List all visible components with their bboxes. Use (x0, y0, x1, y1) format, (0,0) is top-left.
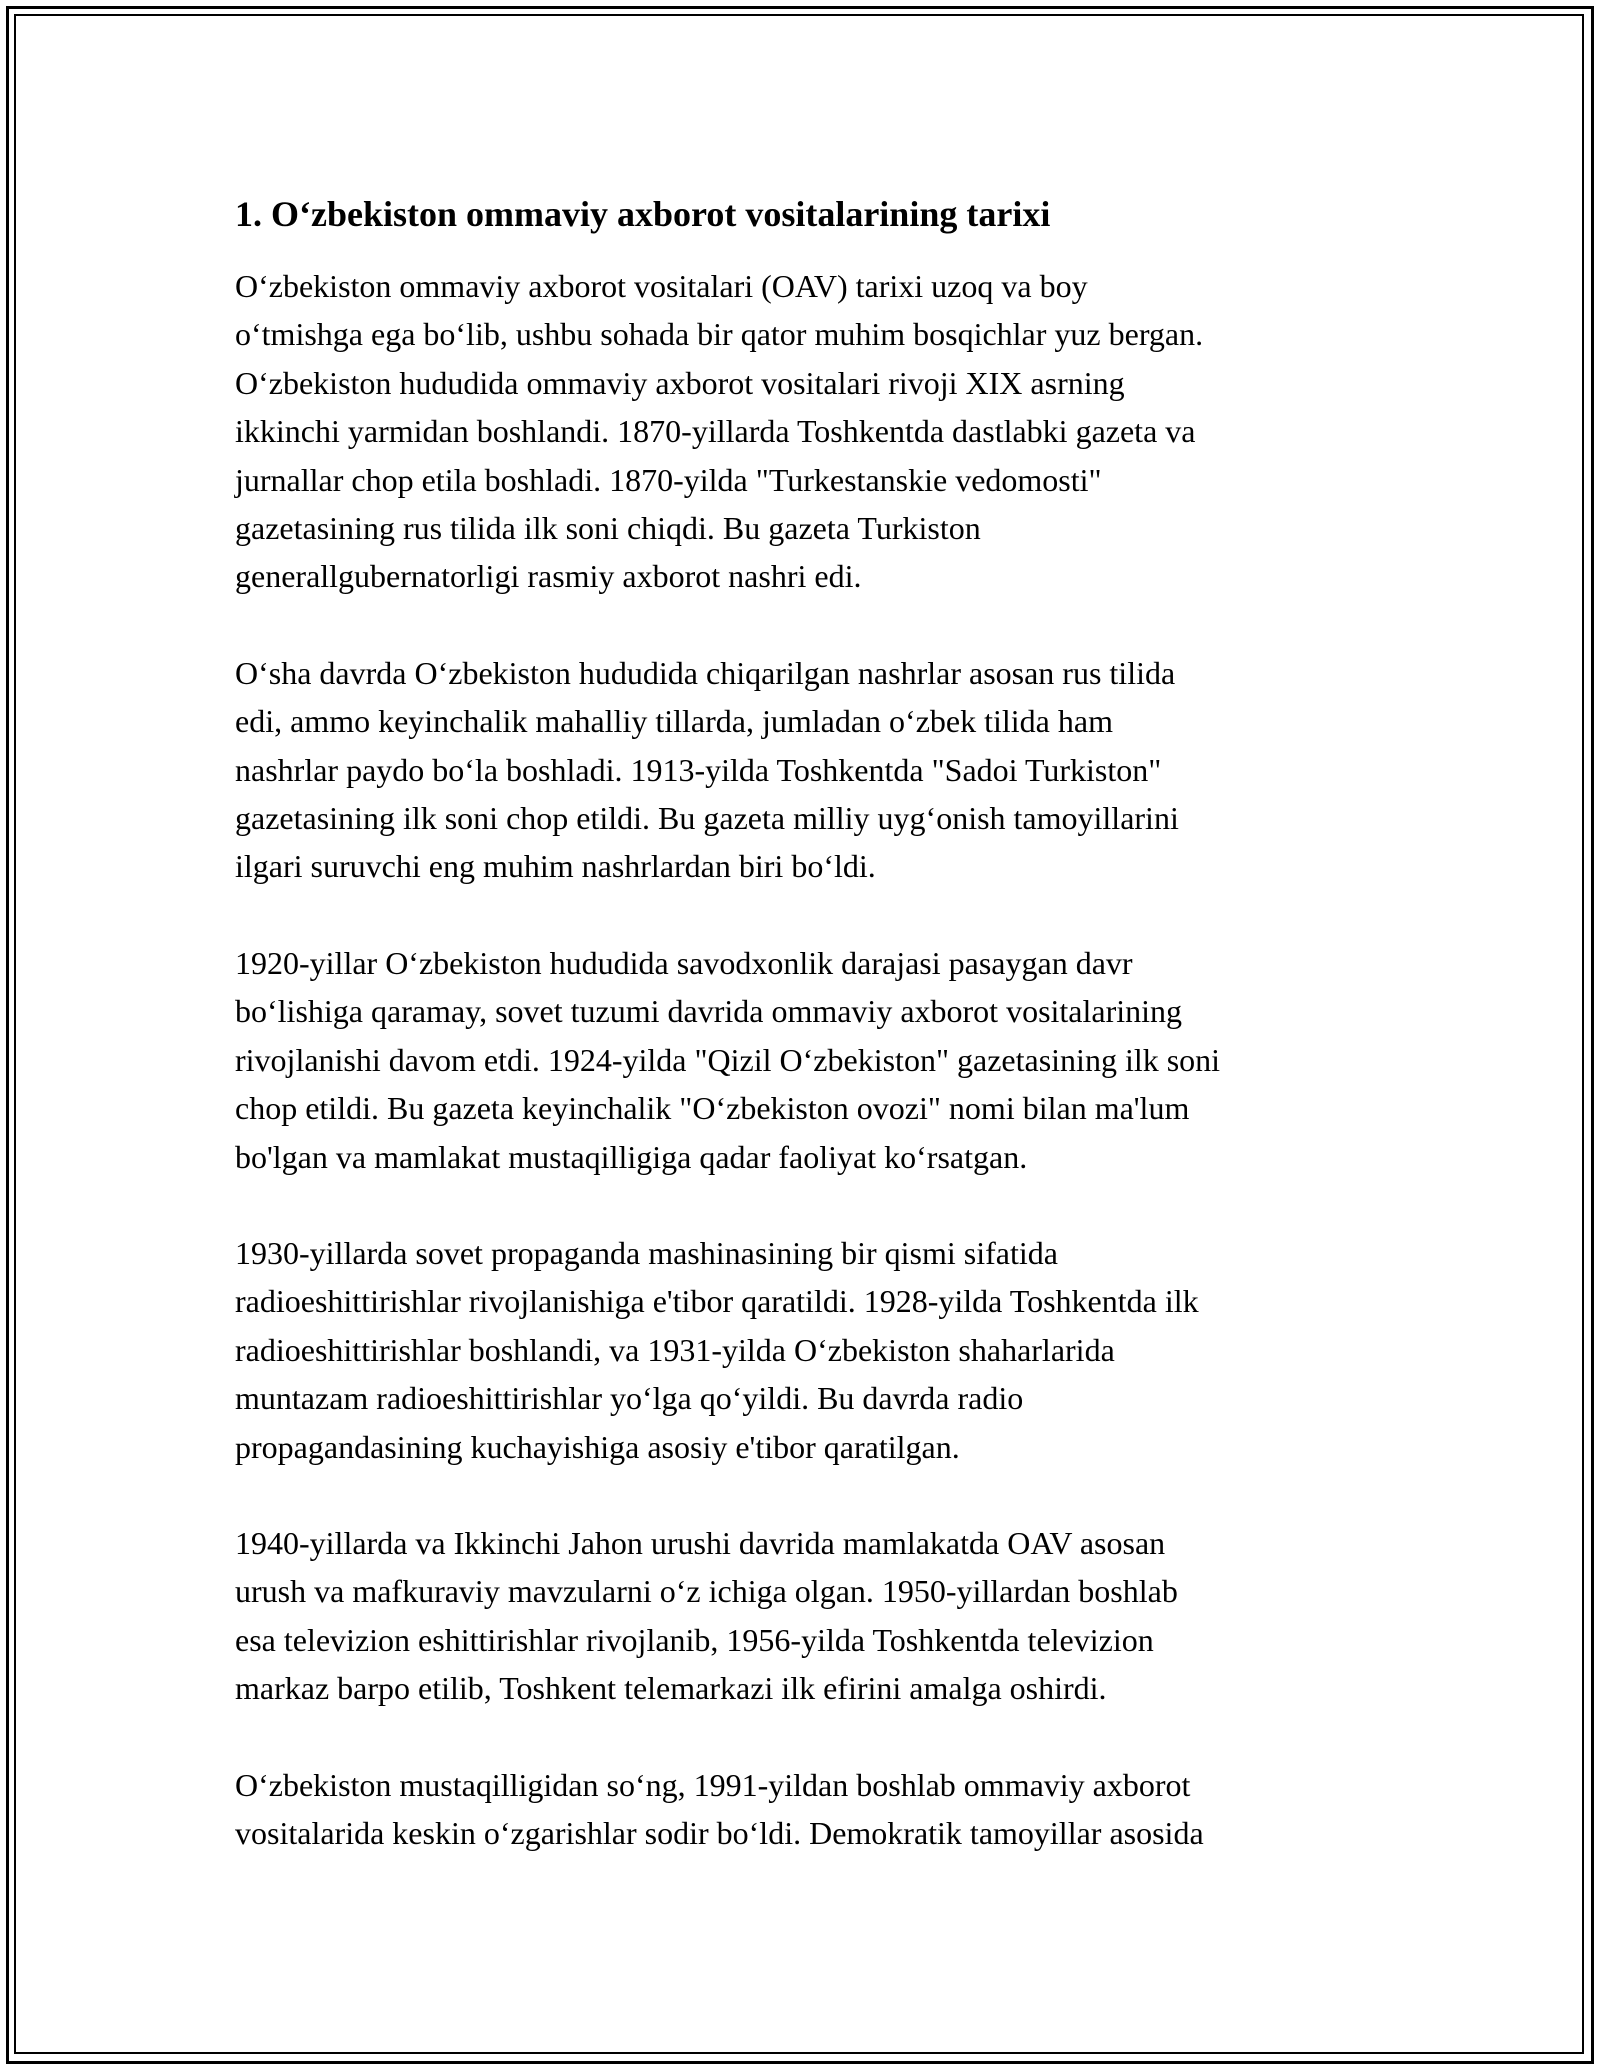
text-line: radioeshittirishlar boshlandi, va 1931-yilda O‘zbekiston shaharlarida (235, 1331, 1115, 1368)
text-line: esa televizion eshittirishlar rivojlanib, 1956-yilda Toshkentda televizion (235, 1621, 1154, 1658)
text-line: markaz barpo etilib, Toshkent telemarkazi ilk efirini amalga oshirdi. (235, 1670, 1107, 1707)
text-line: O‘zbekiston ommaviy axborot vositalari (OAV) tarixi uzoq va boy (235, 268, 1088, 304)
text-line: urush va mafkuraviy mavzularni o‘z ichiga olgan. 1950-yillardan boshlab (235, 1573, 1178, 1610)
text-line: jurnallar chop etila boshladi. 1870-yilda "Turkestanskie vedomosti" (235, 461, 1102, 498)
paragraph-4 (235, 1229, 1375, 1471)
text-line: bo‘lishiga qaramay, sovet tuzumi davrida ommaviy axborot vositalarining (235, 993, 1183, 1030)
text-line: 1920-yillar O‘zbekiston hududida savodxonlik darajasi pasaygan davr (235, 944, 1133, 981)
section-heading: 1. O‘zbekiston ommaviy axborot vositalarining tarixi (235, 194, 1051, 234)
paragraph-5 (235, 1519, 1375, 1713)
text-line: ikkinchi yarmidan boshlandi. 1870-yillarda Toshkentda dastlabki gazeta va (235, 413, 1196, 450)
text-line: ilgari suruvchi eng muhim nashrlardan biri bo‘ldi. (235, 848, 876, 885)
text-line: chop etildi. Bu gazeta keyinchalik "O‘zbekiston ovozi" nomi bilan ma'lum (235, 1090, 1190, 1127)
text-line: o‘tmishga ega bo‘lib, ushbu sohada bir qator muhim bosqichlar yuz bergan. (235, 316, 1204, 353)
paragraph-3 (235, 939, 1375, 1181)
text-line: radioeshittirishlar rivojlanishiga e'tibor qaratildi. 1928-yilda Toshkentda ilk (235, 1283, 1199, 1320)
paragraph-1 (235, 262, 1375, 601)
paragraph-6 (235, 1761, 1375, 1858)
text-line: O‘zbekiston mustaqilligidan so‘ng, 1991-yildan boshlab ommaviy axborot (235, 1766, 1191, 1803)
text-line: 1940-yillarda va Ikkinchi Jahon urushi davrida mamlakatda OAV asosan (235, 1524, 1166, 1561)
text-line: gazetasining ilk soni chop etildi. Bu gazeta milliy uyg‘onish tamoyillarini (235, 800, 1179, 837)
text-line: muntazam radioeshittirishlar yo‘lga qo‘yildi. Bu davrda radio (235, 1380, 1024, 1417)
text-line: 1930-yillarda sovet propaganda mashinasining bir qismi sifatida (235, 1234, 1058, 1271)
text-line: edi, ammo keyinchalik mahalliy tillarda, jumladan o‘zbek tilida ham (235, 703, 1113, 740)
text-line: nashrlar paydo bo‘la boshladi. 1913-yilda Toshkentda "Sadoi Turkiston" (235, 751, 1162, 788)
text-line: rivojlanishi davom etdi. 1924-yilda "Qizil O‘zbekiston" gazetasining ilk soni (235, 1041, 1221, 1078)
text-line: O‘zbekiston hududida ommaviy axborot vositalari rivoji XIX asrning (235, 364, 1125, 401)
document-body (235, 188, 1375, 1905)
text-line: vositalarida keskin o‘zgarishlar sodir bo‘ldi. Demokratik tamoyillar asosida (235, 1814, 1204, 1851)
text-line: bo'lgan va mamlakat mustaqilligiga qadar faoliyat ko‘rsatgan. (235, 1138, 1028, 1175)
text-line: gazetasining rus tilida ilk soni chiqdi. Bu gazeta Turkiston (235, 510, 981, 547)
text-line: propagandasining kuchayishiga asosiy e'tibor qaratilgan. (235, 1428, 960, 1465)
text-line: generallgubernatorligi rasmiy axborot nashri edi. (235, 558, 862, 595)
paragraph-2 (235, 649, 1375, 891)
text-line: O‘sha davrda O‘zbekiston hududida chiqarilgan nashrlar asosan rus tilida (235, 654, 1176, 691)
